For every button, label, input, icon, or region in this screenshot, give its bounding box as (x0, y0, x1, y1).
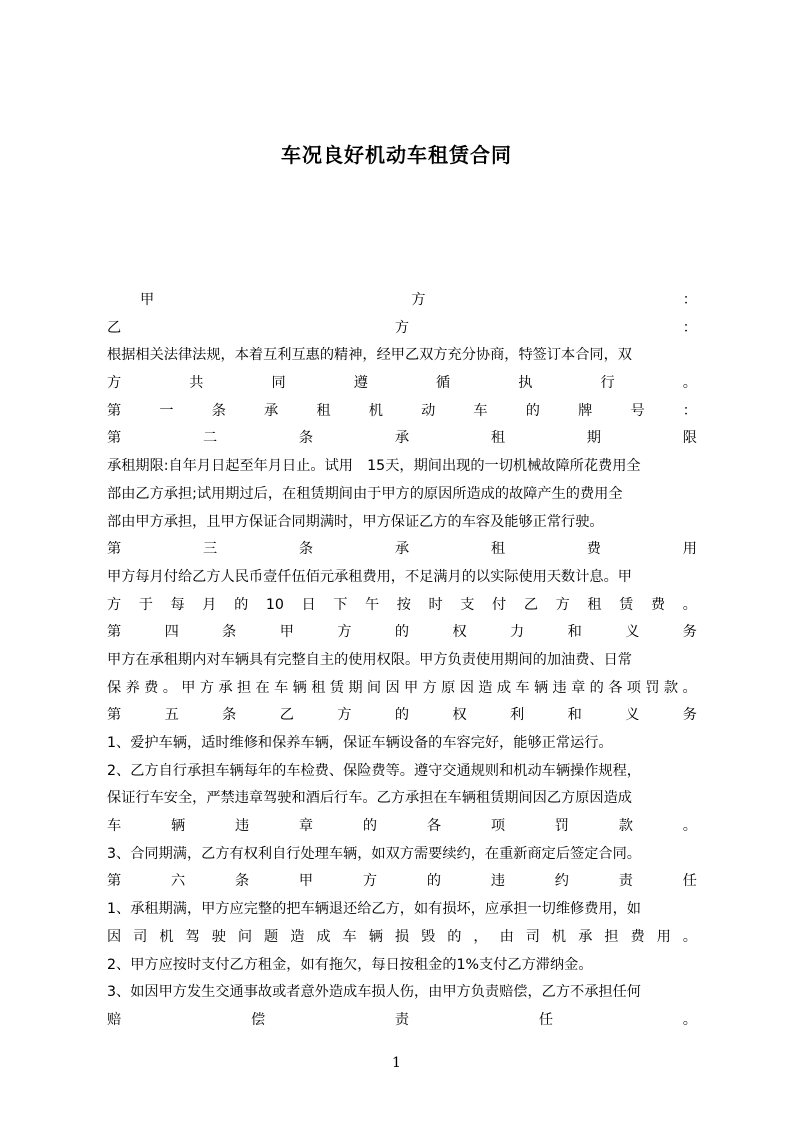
line-segment: ： (682, 319, 697, 336)
line-segment: 辆 (533, 679, 549, 696)
line-segment: 第 (107, 873, 122, 890)
line-segment: 担 (604, 928, 619, 945)
line-segment: 任 (538, 1011, 554, 1028)
line-segment: 方 (337, 624, 352, 641)
line-segment: 共 (189, 375, 204, 392)
line-segment: 赁 (329, 679, 344, 696)
contract-line (107, 536, 697, 564)
line-segment: 车 (274, 679, 289, 696)
line-segment: 辆 (292, 679, 307, 696)
line-segment: 的 (589, 679, 604, 696)
line-segment: 同 (271, 375, 286, 392)
contract-line (107, 702, 697, 730)
line-segment: 章 (571, 679, 586, 696)
contract-line: 部由甲方承担，且甲方保证合同期满时，甲方保证乙方的车容及能够正常行驶。 (107, 513, 604, 530)
contract-line (107, 868, 697, 896)
line-segment: 甲 (298, 873, 314, 890)
line-segment: 10 (265, 596, 284, 613)
line-segment: 成 (496, 679, 512, 696)
contract-line (107, 592, 697, 620)
line-segment: 的 (394, 707, 410, 724)
line-segment: 方 (199, 679, 215, 696)
line-segment: 限 (682, 430, 697, 447)
contract-line: 保证行车安全，严禁违章驾驶和酒后行车。乙方承担在车辆租赁期间因乙方原因造成 (107, 790, 632, 807)
contract-line (107, 425, 697, 453)
line-segment: 造 (290, 928, 305, 945)
line-segment: 车 (473, 402, 488, 419)
line-segment: 和 (567, 624, 582, 641)
line-segment: 二 (202, 430, 218, 447)
line-segment: 问 (237, 928, 253, 945)
line-segment: 承 (218, 679, 233, 696)
line-segment: 甲 (181, 679, 196, 696)
line-segment: 费 (144, 679, 159, 696)
line-segment: 。 (682, 596, 697, 613)
contract-line: 1、爱护车辆，适时维修和保养车辆，保证车辆设备的车容完好，能够正常运行。 (107, 735, 613, 751)
line-segment: 因 (385, 679, 400, 696)
line-segment: 用 (682, 541, 697, 558)
line-segment: 遵 (353, 375, 368, 392)
line-segment: 每 (170, 596, 185, 613)
line-segment: 行 (600, 375, 615, 392)
line-segment: 在 (255, 679, 270, 696)
line-segment: 造 (478, 679, 493, 696)
contract-line: 2、乙方自行承担车辆每年的车检费、保险费等。遵守交通规则和机动车辆操作规程， (107, 762, 641, 779)
line-segment: 。 (682, 679, 697, 696)
contract-line (107, 370, 697, 398)
line-segment: 付 (492, 596, 507, 613)
contract-line (107, 287, 697, 315)
contract-line: 承租期限:自年月日起至年月日止。试用 15天，期间出现的一切机械故障所花费用全 (107, 458, 641, 475)
line-segment: 条 (298, 541, 314, 558)
line-segment: 第 (107, 624, 122, 641)
contract-line (107, 398, 697, 426)
line-segment: 承 (394, 430, 410, 447)
line-segment: 支 (460, 596, 475, 613)
line-segment: 利 (510, 707, 525, 724)
line-segment: 辆 (368, 928, 383, 945)
line-segment: 一 (159, 402, 174, 419)
line-segment: 。 (682, 928, 697, 945)
line-segment: 因 (459, 679, 474, 696)
line-segment: 方 (411, 292, 426, 308)
line-segment: 于 (138, 596, 153, 613)
line-segment: 方 (337, 707, 352, 724)
line-segment: 约 (554, 873, 569, 890)
line-segment: 费 (586, 541, 601, 558)
line-segment: 务 (682, 707, 697, 724)
line-segment: 。 (682, 818, 697, 835)
line-segment: 方 (107, 596, 122, 613)
line-segment: 款 (618, 818, 633, 835)
line-segment: 担 (236, 679, 252, 696)
line-segment: 机 (159, 928, 174, 945)
line-segment: 乙 (279, 707, 294, 724)
line-segment: 方 (107, 375, 122, 392)
contract-line (107, 619, 697, 647)
line-segment: 条 (234, 873, 250, 890)
contract-line: 2、甲方应按时支付乙方租金，如有拖欠，每日按租金的1%支付乙方滞纳金。 (107, 956, 593, 973)
line-segment: 罚 (554, 818, 569, 835)
line-segment: 。 (162, 679, 177, 696)
line-segment: 成 (316, 928, 331, 945)
line-segment: 方 (422, 679, 437, 696)
line-segment: 动 (421, 402, 436, 419)
line-segment: 费 (630, 928, 645, 945)
line-segment: 按 (396, 596, 411, 613)
line-segment: 的 (362, 818, 378, 835)
line-segment: 损 (394, 928, 410, 945)
line-segment: 违 (234, 818, 250, 835)
line-segment: 机 (551, 928, 567, 945)
line-segment: 第 (107, 707, 122, 724)
line-segment: 循 (436, 375, 451, 392)
line-segment: 任 (682, 873, 697, 890)
line-segment: 月 (202, 596, 217, 613)
contract-line (107, 924, 697, 952)
line-segment: 的 (426, 873, 442, 890)
line-segment: 驾 (185, 928, 200, 945)
line-segment: 第 (107, 541, 122, 558)
line-segment: 各 (608, 679, 623, 696)
line-segment: 间 (366, 679, 382, 696)
line-segment: 日 (301, 596, 316, 613)
line-segment: 第 (107, 402, 122, 419)
line-segment: 第 (107, 430, 122, 447)
line-segment: 款 (663, 679, 679, 696)
line-segment: 租 (311, 679, 326, 696)
line-segment: 毁 (421, 928, 436, 945)
line-segment: 租 (316, 402, 331, 419)
line-segment: ， (473, 928, 488, 945)
contract-line: 部由乙方承担;试用期过后，在租赁期间由于甲方的原因所造成的故障产生的费用全 (107, 485, 623, 502)
line-segment: 项 (490, 818, 506, 835)
line-segment: 车 (107, 818, 122, 835)
line-segment: 违 (490, 873, 506, 890)
line-segment: 务 (682, 624, 697, 641)
contract-line: 根据相关法律法规，本着互利互惠的精神，经甲乙双方充分协商，特签订本合同，双 (107, 347, 632, 364)
line-segment: 权 (452, 624, 467, 641)
contract-line: 3、合同期满，乙方有权利自行处理车辆，如双方需要续约，在重新商定后签定合同。 (107, 845, 641, 862)
line-segment: 章 (298, 818, 314, 835)
line-segment: 力 (510, 624, 525, 641)
line-segment: 条 (222, 624, 237, 641)
line-segment: 的 (525, 402, 540, 419)
line-segment: 费 (650, 596, 666, 613)
line-segment: 条 (298, 430, 314, 447)
line-segment: 义 (625, 707, 640, 724)
line-segment: 执 (518, 375, 533, 392)
line-segment: 项 (626, 679, 641, 696)
line-segment: 机 (368, 402, 383, 419)
line-segment: 权 (452, 707, 467, 724)
line-segment: 用 (656, 928, 671, 945)
line-segment: ： (682, 402, 697, 419)
line-segment: 五 (164, 707, 179, 724)
line-segment: 义 (625, 624, 640, 641)
document-title: 车况良好机动车租赁合同 (281, 143, 512, 167)
line-segment: 方 (555, 596, 570, 613)
line-segment: 租 (490, 430, 506, 447)
line-segment: 乙 (107, 319, 122, 336)
line-segment: 方 (394, 319, 410, 336)
line-segment: 牌 (578, 402, 593, 419)
line-segment: 由 (499, 928, 514, 945)
line-segment: 号 (630, 402, 645, 419)
line-segment: 下 (333, 596, 348, 613)
line-segment: 租 (587, 596, 602, 613)
line-segment: 的 (394, 624, 410, 641)
contract-line: 甲方每月付给乙方人民币壹仟伍佰元承租费用，不足满月的以实际使用天数计息。甲 (107, 568, 632, 585)
line-segment: 偿 (250, 1011, 266, 1028)
line-segment: 期 (348, 679, 363, 696)
line-segment: 乙 (523, 596, 539, 613)
line-segment: 承 (394, 541, 410, 558)
line-segment: 罚 (645, 679, 660, 696)
line-segment: 。 (682, 1011, 697, 1028)
line-segment: 赔 (107, 1011, 122, 1028)
line-segment: 各 (426, 818, 442, 835)
line-segment: 责 (394, 1011, 410, 1028)
contract-line (107, 813, 697, 841)
line-segment: 驶 (211, 928, 226, 945)
contract-line: 3、如因甲方发生交通事故或者意外造成车损人伤，由甲方负责赔偿，乙方不承担任何 (107, 984, 641, 1001)
line-segment: 辆 (170, 818, 186, 835)
line-segment: 因 (107, 928, 122, 945)
line-segment: 题 (264, 928, 279, 945)
line-segment: 期 (586, 430, 601, 447)
line-segment: 甲 (404, 679, 419, 696)
contract-line: 1、承租期满，甲方应完整的把车辆退还给乙方，如有损坏，应承担一切维修费用，如 (107, 901, 641, 918)
contract-line (107, 675, 697, 703)
line-segment: 时 (428, 596, 443, 613)
line-segment: 车 (342, 928, 357, 945)
line-segment: 承 (264, 402, 279, 419)
line-segment: 午 (364, 596, 380, 613)
line-segment: 三 (202, 541, 218, 558)
line-segment: 车 (515, 679, 530, 696)
line-segment: 保 (107, 679, 122, 696)
page-number: 1 (392, 1055, 401, 1071)
line-segment: 条 (211, 402, 226, 419)
contract-line (107, 315, 697, 343)
line-segment: 六 (170, 873, 186, 890)
line-segment: 方 (362, 873, 378, 890)
line-segment: 责 (618, 873, 633, 890)
line-segment: 司 (525, 928, 540, 945)
line-segment: ： (682, 292, 697, 308)
line-segment: 违 (552, 679, 567, 696)
line-segment: 的 (234, 596, 249, 613)
line-segment: 。 (682, 375, 697, 392)
line-segment: 承 (578, 928, 593, 945)
contract-line (107, 1007, 697, 1035)
line-segment: 的 (447, 928, 462, 945)
contract-body (107, 287, 697, 1035)
line-segment: 赁 (619, 596, 634, 613)
line-segment: 养 (125, 679, 140, 696)
line-segment: 四 (164, 624, 179, 641)
line-segment: 条 (222, 707, 237, 724)
line-segment: 租 (490, 541, 506, 558)
contract-line: 甲方在承租期内对车辆具有完整自主的使用权限。甲方负责使用期间的加油费、日常 (107, 651, 632, 668)
line-segment: 甲 (140, 292, 155, 308)
line-segment: 原 (441, 679, 456, 696)
line-segment: 和 (567, 707, 582, 724)
line-segment: 甲 (279, 624, 294, 641)
line-segment: 司 (133, 928, 148, 945)
